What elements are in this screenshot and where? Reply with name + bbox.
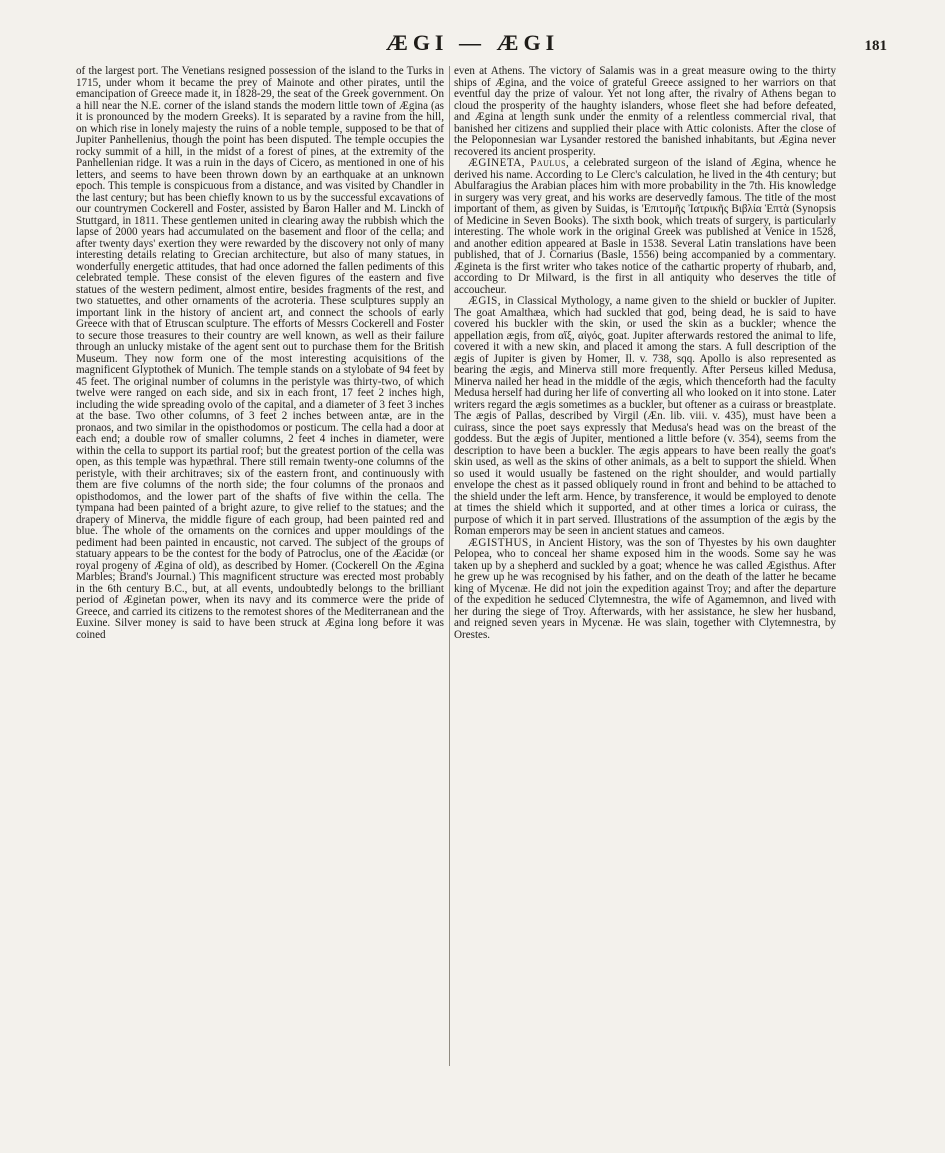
column-divider — [449, 66, 450, 1066]
continuation-paragraph: even at Athens. The victory of Salamis was in a great measure owing to the thirty ships of Ægina, and the voice of grateful Greece assigned to her warriors on that eventful day the prize of valour. Yet not long after, the rivalry of Athens began to cloud the prosperity of the haughty islanders, whose fleet she had before defeated, and Ægina at length sunk under the enmity of a relentless commercial rival, that banished her citizens and supplied their place with Attic colonists. After the close of the Peloponnesian war Lysander restored the banished inhabitants, but Ægina never recovered its ancient prosperity. — [454, 66, 836, 158]
right-column — [454, 66, 836, 806]
headword-aegineta: ÆGINETA, Paulus, — [468, 157, 570, 169]
entry-aegisthus-text: in Ancient History, was the son of Thyestes by his own daughter Pelopea, who to conceal her shame exposed him in the woods. Some say he was taken up by a shepherd and suckled by a goat; whence he was called Ægisthus. After he grew up he was recognised by his father, and on the death of the latter he became king of Mycenæ. He did not join the expedition against Troy; and after the departure of the expedition he seduced Clytemnestra, the wife of Agamemnon, and lived with her during the siege of Troy. Afterwards, with her assistance, he slew her husband, and reigned seven years in Mycenæ. He was slain, together with Clytemnestra, by Orestes. — [454, 536, 836, 641]
entry-aegis-text: in Classical Mythology, a name given to the shield or buckler of Jupiter. The goat Amalthæa, which had suckled that god, being dead, he is said to have covered his buckler with the skin, or used the skin as a buckler; whence the appellation ægis, from αἴξ, αἰγός, goat. Jupiter afterwards restored the animal to life, covered it with a new skin, and placed it among the stars. A full description of the ægis of Jupiter is given by Homer, Il. v. 738, sqq. Apollo is also represented as bearing the ægis, and Minerva still more frequently. After Perseus killed Medusa, Minerva nailed her head in the middle of the ægis, which thenceforth had the faculty Medusa herself had during her life of converting all who looked on it into stone. Later writers regard the ægis sometimes as a buckler, but oftener as a cuirass or breastplate. The ægis of Pallas, described by Virgil (Æn. lib. viii. v. 435), must have been a cuirass, since the poet says expressly that Medusa's head was on the breast of the goddess. But the ægis of Jupiter, mentioned a little before (v. 354), seems from the description to have been a buckler. The ægis appears to have been really the goat's skin used, as well as the skins of other animals, as a belt to support the shield. When so used it would usually be fastened on the right shoulder, and would partially envelope the chest as it passed obliquely round in front and behind to be attached to the shield under the left arm. Hence, by transference, it would be employed to denote at times the shield which it supported, and at other times a lorica or cuirass, the purpose of which it in part served. Illustrations of the assumption of the ægis by the Roman emperors may be seen in ancient statues and cameos. — [454, 295, 836, 537]
entry-aegisthus — [454, 538, 836, 642]
headword-aegis: ÆGIS, — [468, 295, 502, 307]
running-head: ÆGI — ÆGI — [385, 30, 560, 55]
page-number: 181 — [864, 38, 887, 54]
headword-aegisthus: ÆGISTHUS, — [468, 536, 532, 549]
left-column — [76, 66, 444, 1106]
entry-aegineta-text: a celebrated surgeon of the island of Ægina, whence he derived his name. According to Le Clerc's calculation, he lived in the 4th century; but Abulfaragius the Arabian places him with more probability in the 7th. His knowledge in surgery was very great, and his works are deservedly famous. The title of the most important of them, as given by Suidas, is 'Επιτομῆς Ἰατρικῆς Βιβλία Ἑπτὰ (Synopsis of Medicine in Seven Books). The sixth book, which treats of surgery, is particularly interesting. The whole work in the original Greek was published at Venice in 1528, and another edition appeared at Basle in 1538. Several Latin translations have been published, that of J. Cornarius (Basle, 1556) being accompanied by a commentary. Ægineta is the first writer who takes notice of the cathartic property of rhubarb, and, according to Dr Milward, is the first in all antiquity who deserves the title of accoucheur. — [454, 157, 836, 296]
entry-aegis — [454, 296, 836, 538]
entry-aegineta — [454, 158, 836, 296]
left-column-text: of the largest port. The Venetians resigned possession of the island to the Turks in 1715, under whom it became the prey of Mainote and other pirates, until the emancipation of Greece made it, in 1828-29, the seat of the Greek government. On a hill near the N.E. corner of the island stands the modern little town of Ægina (as it is pronounced by the modern Greeks). It is separated by a ravine from the hill, on which rise in lonely majesty the ruins of a noble temple, supposed to be that of Jupiter Panhellenius, though the point has been disputed. The temple occupies the rocky summit of a hill, in the midst of a forest of pines, at the extremity of the Panhellenian ridge. It was a ruin in the days of Cicero, as mentioned in one of his letters, and seems to have been thrown down by an earthquake at an unknown epoch. This temple is conspicuous from a distance, and was visited by Chandler in the last century; but has been chiefly known to us by the successful excavations of our countrymen Cockerell and Foster, assisted by Baron Haller and M. Linckh of Stuttgard, in 1811. These gentlemen united in clearing away the rubbish which the lapse of 2000 years had accumulated on the basement and floor of the cella; and after twenty days' exertion they were rewarded by the discovery not only of many interesting details relating to Grecian architecture, but also of many statues, in wonderfully energetic attitudes, that had once adorned the fallen pediments of this celebrated temple. These consist of the eleven figures of the eastern and five statues of the western pediment, almost entire, besides fragments of the rest, and two statuettes, and other ornaments of the acroteria. These sculptures supply an important link in the history of ancient art, and connect the schools of early Greece with that of Etruscan sculpture. The efforts of Messrs Cockerell and Foster to secure those treasures to their country are well known, as well as their failure through an unlucky mistake of the agent sent out to purchase them for the British Museum. They now form one of the most interesting acquisitions of the magnificent Glyptothek of Munich. The temple stands on a stylobate of 94 feet by 45 feet. The original number of columns in the peristyle was thirty-two, of which twelve were ranged on each side, and six in each front, 17 feet 2 inches high, including the wide spreading ovolo of the capital, and a diameter of 3 feet 3 inches at the base. Two other columns, of 3 feet 2 inches between antæ, are in the pronaos, and two similar in the opisthodomos or posticum. The cella had a door at each end; a double row of smaller columns, 2 feet 4 inches in diameter, were within the cella to support its partial roof; but the greatest portion of the cella was open, as this temple was hypæthral. There still remain twenty-one columns of the peristyle, with their architraves; six of the eastern front, and continuously with them are five columns of the north side; the four columns of the pronaos and opisthodomos, and the lower part of the shafts of five within the cella. The tympana had been painted of a bright azure, to give relief to the statues; and the drapery of Minerva, the middle figure of each group, had been painted red and blue. The whole of the ornaments on the cornices and upper mouldings of the pediment had been painted in encaustic, not carved. The subject of the groups of statuary appears to be the contest for the body of Patroclus, one of the Æacidæ (or royal progeny of Ægina of old), as described by Homer. (Cockerell On the Ægina Marbles; Brand's Journal.) This magnificent structure was erected most probably in the 6th century B.C., but, at all events, undoubtedly belongs to the brilliant period of Æginetan power, when its navy and its commerce were the pride of Greece, and carried its citizens to the remotest shores of the Mediterranean and the Euxine. Silver money is said to have been struck at Ægina long before it was coined — [76, 66, 444, 641]
page-header — [0, 28, 945, 60]
